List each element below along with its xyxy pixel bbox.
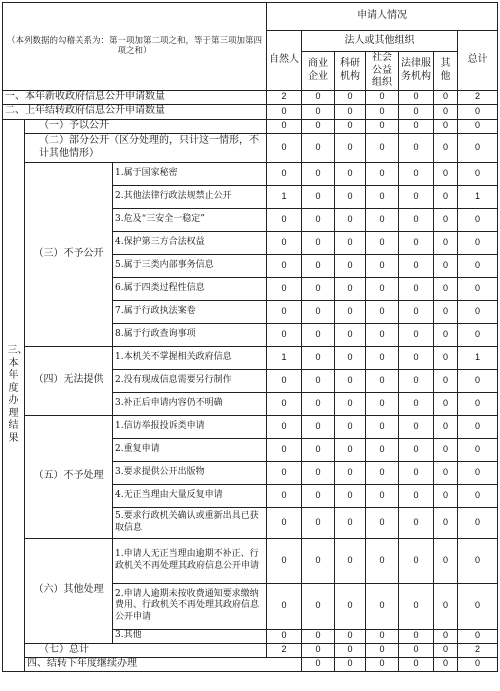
row-label: 四、结转下年度继续办理	[25, 657, 302, 671]
section-3-text: 三、本年度办理结果	[7, 345, 28, 444]
section-3-label	[3, 119, 28, 671]
legal-service-header: 法律服务机构	[399, 52, 434, 91]
cell-value: 0	[434, 208, 458, 231]
group-label: （四）无法提供	[25, 346, 113, 415]
natural-person-header: 自然人	[267, 31, 302, 91]
row-label: （一）予以公开	[25, 119, 267, 133]
cell-value: 0	[366, 392, 399, 415]
cell-value: 0	[335, 346, 366, 369]
cell-value: 0	[399, 162, 434, 185]
cell-value: 0	[302, 208, 335, 231]
cell-value: 0	[267, 538, 302, 583]
cell-value: 0	[302, 346, 335, 369]
cell-value: 0	[366, 231, 399, 254]
item-label: 6.属于四类过程性信息	[113, 277, 267, 300]
cell-value: 0	[302, 162, 335, 185]
cell-value: 0	[335, 277, 366, 300]
cell-value: 0	[434, 133, 458, 162]
cell-value: 0	[267, 208, 302, 231]
cell-value: 0	[302, 90, 335, 104]
cell-value: 0	[434, 277, 458, 300]
item-label: 5.属于三类内部事务信息	[113, 254, 267, 277]
cell-value: 0	[458, 507, 498, 538]
cell-value: 0	[366, 300, 399, 323]
cell-value: 0	[434, 583, 458, 629]
cell-value: 0	[399, 657, 434, 671]
item-label: 3.危及“三安全一稳定”	[113, 208, 267, 231]
table-row	[3, 162, 498, 185]
cell-value: 0	[302, 104, 335, 119]
cell-value: 0	[267, 162, 302, 185]
item-label: 7.属于行政执法案卷	[113, 300, 267, 323]
cell-value: 0	[434, 538, 458, 583]
cell-value: 0	[399, 438, 434, 461]
table-row	[3, 346, 498, 369]
cell-value: 0	[434, 415, 458, 438]
cell-value: 0	[302, 629, 335, 643]
cell-value: 0	[399, 323, 434, 346]
item-label: 2.申请人逾期未按收费通知要求缴纳费用、行政机关不再处理其政府信息公开申请	[113, 583, 267, 629]
item-label: 1.本机关不掌握相关政府信息	[113, 346, 267, 369]
social-header: 社会公益组织	[366, 52, 399, 91]
cell-value: 0	[366, 538, 399, 583]
cell-value: 0	[302, 507, 335, 538]
cell-value: 0	[399, 119, 434, 133]
item-label: 5.要求行政机关确认或重新出具已获取信息	[113, 507, 267, 538]
cell-value: 0	[434, 323, 458, 346]
cell-value: 0	[302, 133, 335, 162]
group-label: （六）其他处理	[25, 538, 113, 643]
cell-value: 0	[399, 507, 434, 538]
cell-value: 0	[366, 104, 399, 119]
row-label: 二、上年结转政府信息公开申请数量	[3, 104, 267, 119]
cell-value: 0	[366, 346, 399, 369]
cell-value: 0	[335, 583, 366, 629]
cell-value: 0	[267, 507, 302, 538]
item-label: 4.无正当理由大量反复申请	[113, 484, 267, 507]
cell-value: 0	[399, 185, 434, 208]
cell-value: 0	[302, 461, 335, 484]
table-row	[3, 657, 498, 671]
cell-value: 0	[366, 461, 399, 484]
cell-value: 0	[458, 119, 498, 133]
cell-value: 0	[335, 643, 366, 657]
cell-value: 0	[302, 392, 335, 415]
cell-value: 0	[434, 119, 458, 133]
cell-value: 0	[335, 185, 366, 208]
cell-value: 0	[366, 119, 399, 133]
cell-value: 2	[458, 90, 498, 104]
cell-value: 0	[399, 208, 434, 231]
cell-value: 0	[366, 657, 399, 671]
cell-value: 0	[335, 119, 366, 133]
cell-value: 0	[302, 300, 335, 323]
cell-value: 0	[366, 162, 399, 185]
cell-value: 0	[335, 369, 366, 392]
cell-value: 0	[458, 133, 498, 162]
cell-value: 0	[366, 277, 399, 300]
table-row	[3, 538, 498, 583]
cell-value: 0	[399, 90, 434, 104]
research-header: 科研机构	[335, 52, 366, 91]
cell-value: 0	[335, 133, 366, 162]
cell-value: 0	[366, 438, 399, 461]
item-label: 1.属于国家秘密	[113, 162, 267, 185]
cell-value: 0	[458, 254, 498, 277]
cell-value: 0	[366, 208, 399, 231]
cell-value: 0	[458, 461, 498, 484]
cell-value: 0	[267, 133, 302, 162]
item-label: 1.申请人无正当理由逾期不补正、行政机关不再处理其政府信息公开申请	[113, 538, 267, 583]
cell-value: 0	[335, 657, 366, 671]
table-row	[3, 104, 498, 119]
cell-value: 0	[434, 254, 458, 277]
cell-value: 0	[458, 392, 498, 415]
table-row	[3, 643, 498, 657]
table-row	[3, 415, 498, 438]
cell-value: 0	[366, 507, 399, 538]
cell-value: 0	[366, 185, 399, 208]
cell-value: 0	[458, 583, 498, 629]
item-label: 4.保护第三方合法权益	[113, 231, 267, 254]
government-info-disclosure-table	[2, 2, 498, 672]
cell-value: 0	[399, 629, 434, 643]
cell-value: 0	[302, 484, 335, 507]
cell-value: 0	[458, 104, 498, 119]
cell-value: 0	[302, 369, 335, 392]
cell-value: 0	[434, 231, 458, 254]
cell-value: 0	[302, 657, 335, 671]
cell-value: 0	[335, 392, 366, 415]
cell-value: 0	[458, 438, 498, 461]
cell-value: 0	[434, 629, 458, 643]
cell-value: 0	[267, 104, 302, 119]
cell-value: 0	[267, 583, 302, 629]
cell-value: 0	[399, 231, 434, 254]
cell-value: 0	[335, 461, 366, 484]
cell-value: 0	[267, 323, 302, 346]
cell-value: 0	[366, 133, 399, 162]
legal-group-header: 法人或其他组织	[302, 31, 458, 52]
cell-value: 0	[335, 484, 366, 507]
cell-value: 0	[335, 208, 366, 231]
cell-value: 0	[434, 657, 458, 671]
cell-value: 0	[302, 119, 335, 133]
cell-value: 0	[335, 507, 366, 538]
table-row	[3, 90, 498, 104]
group-label: （三）不予公开	[25, 162, 113, 346]
applicant-header: 申请人情况	[267, 3, 498, 31]
cell-value: 0	[302, 438, 335, 461]
cell-value: 0	[267, 231, 302, 254]
cell-value: 0	[267, 392, 302, 415]
cell-value: 0	[302, 643, 335, 657]
cell-value: 1	[458, 185, 498, 208]
cell-value: 0	[399, 461, 434, 484]
cell-value: 0	[302, 583, 335, 629]
cell-value: 0	[267, 629, 302, 643]
cell-value: 0	[434, 507, 458, 538]
cell-value: 0	[458, 277, 498, 300]
cell-value: 0	[434, 90, 458, 104]
cell-value: 1	[267, 185, 302, 208]
cell-value: 0	[458, 300, 498, 323]
cell-value: 0	[335, 162, 366, 185]
cell-value: 0	[434, 346, 458, 369]
row-label: 一、本年新收政府信息公开申请数量	[3, 90, 267, 104]
cell-value: 0	[335, 231, 366, 254]
cell-value: 2	[267, 90, 302, 104]
cell-value: 0	[434, 392, 458, 415]
cell-value: 0	[302, 254, 335, 277]
cell-value: 1	[267, 346, 302, 369]
item-label: 3.其他	[113, 629, 267, 643]
cell-value: 0	[335, 254, 366, 277]
cell-value: 0	[434, 643, 458, 657]
item-label: 8.属于行政查询事项	[113, 323, 267, 346]
cell-value: 0	[366, 415, 399, 438]
cell-value: 0	[458, 629, 498, 643]
cell-value: 0	[335, 438, 366, 461]
cell-value: 0	[267, 438, 302, 461]
cell-value: 1	[458, 346, 498, 369]
cell-value: 0	[335, 538, 366, 583]
cell-value: 0	[399, 254, 434, 277]
cell-value: 2	[267, 643, 302, 657]
cell-value: 0	[434, 461, 458, 484]
cell-value: 0	[335, 90, 366, 104]
cell-value: 0	[302, 231, 335, 254]
cell-value: 2	[458, 643, 498, 657]
table-row	[3, 133, 498, 162]
cell-value: 0	[267, 254, 302, 277]
cell-value: 0	[399, 538, 434, 583]
cell-value: 0	[458, 162, 498, 185]
item-label: 2.其他法律行政法规禁止公开	[113, 185, 267, 208]
cell-value: 0	[458, 323, 498, 346]
table-row	[3, 119, 498, 133]
cell-value: 0	[458, 657, 498, 671]
cell-value: 0	[434, 104, 458, 119]
cell-value: 0	[335, 104, 366, 119]
cell-value: 0	[458, 415, 498, 438]
cell-value: 0	[399, 484, 434, 507]
cell-value: 0	[434, 438, 458, 461]
cell-value: 0	[399, 583, 434, 629]
cell-value: 0	[335, 415, 366, 438]
cell-value: 0	[458, 538, 498, 583]
cell-value: 0	[366, 254, 399, 277]
cell-value: 0	[267, 461, 302, 484]
item-label: 2.没有现成信息需要另行制作	[113, 369, 267, 392]
cell-value: 0	[399, 415, 434, 438]
cell-value: 0	[267, 415, 302, 438]
cell-value: 0	[399, 392, 434, 415]
cell-value: 0	[399, 300, 434, 323]
cell-value: 0	[302, 538, 335, 583]
cell-value: 0	[335, 629, 366, 643]
cell-value: 0	[458, 208, 498, 231]
item-label: 3.补正后申请内容仍不明确	[113, 392, 267, 415]
cell-value: 0	[434, 162, 458, 185]
cell-value: 0	[302, 323, 335, 346]
cell-value: 0	[302, 277, 335, 300]
item-label: 2.重复申请	[113, 438, 267, 461]
cell-value: 0	[366, 583, 399, 629]
cell-value: 0	[366, 369, 399, 392]
cell-value: 0	[267, 277, 302, 300]
cell-value: 0	[434, 185, 458, 208]
cell-value: 0	[335, 323, 366, 346]
cell-value: 0	[267, 369, 302, 392]
relation-note: （本列数据的勾稽关系为：第一项加第二项之和，等于第三项加第四项之和）	[3, 3, 267, 91]
row-label: （七）总计	[25, 643, 267, 657]
cell-value: 0	[366, 643, 399, 657]
cell-value: 0	[434, 369, 458, 392]
cell-value: 0	[399, 133, 434, 162]
cell-value: 0	[366, 484, 399, 507]
cell-value: 0	[302, 185, 335, 208]
cell-value: 0	[335, 300, 366, 323]
cell-value: 0	[458, 369, 498, 392]
cell-value: 0	[434, 300, 458, 323]
cell-value: 0	[366, 323, 399, 346]
cell-value: 0	[399, 277, 434, 300]
group-label: （五）不予处理	[25, 415, 113, 538]
cell-value: 0	[458, 484, 498, 507]
cell-value: 0	[366, 90, 399, 104]
row-label: （二）部分公开（区分处理的，只计这一情形，不计其他情形）	[25, 133, 267, 162]
header-row-1	[3, 3, 498, 31]
total-header: 总计	[458, 31, 498, 91]
cell-value: 0	[399, 346, 434, 369]
cell-value: 0	[267, 484, 302, 507]
cell-value: 0	[267, 119, 302, 133]
commercial-header: 商业企业	[302, 52, 335, 91]
cell-value: 0	[434, 484, 458, 507]
cell-value: 0	[399, 369, 434, 392]
cell-value: 0	[399, 643, 434, 657]
cell-value: 0	[399, 104, 434, 119]
other-header: 其他	[434, 52, 458, 91]
item-label: 1.信访举报投诉类申请	[113, 415, 267, 438]
item-label: 3.要求提供公开出版物	[113, 461, 267, 484]
cell-value: 0	[458, 231, 498, 254]
cell-value: 0	[302, 415, 335, 438]
cell-value: 0	[267, 300, 302, 323]
cell-value: 0	[366, 629, 399, 643]
